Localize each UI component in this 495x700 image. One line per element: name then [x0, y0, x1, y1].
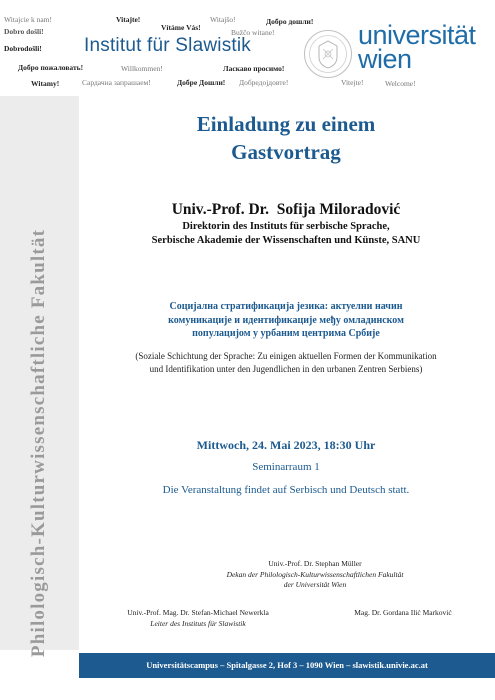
event-room: Seminarraum 1	[252, 461, 320, 473]
greeting: Vítáme Vás!	[161, 23, 201, 32]
greeting: Welcome!	[385, 79, 416, 88]
greeting: Добро дошли!	[266, 17, 314, 26]
greeting: Ласкаво просимо!	[223, 64, 285, 73]
event-language-note: Die Veranstaltung findet auf Serbisch und Deutsch statt.	[162, 484, 410, 496]
invitation-title	[88, 110, 484, 166]
affiliation-line-2: Serbische Akademie der Wissenschaften und Künste, SANU	[151, 235, 421, 246]
talk-title-german	[88, 350, 484, 376]
greeting: Witajšo!	[210, 15, 236, 24]
organizer-name: Mag. Dr. Gordana Ilić Marković	[354, 608, 452, 617]
invitation-title-line-1: Einladung zu einem	[196, 112, 376, 136]
greeting: Dobrodošli!	[4, 44, 42, 53]
head-name: Univ.-Prof. Mag. Dr. Stefan-Michael Newerkla	[127, 608, 269, 617]
talk-title-german-line-1: (Soziale Schichtung der Sprache: Zu einigen aktuellen Formen der Kommunikation	[135, 351, 437, 361]
dean-role-line-2: der Universität Wien	[283, 580, 347, 589]
invitation-title-line-2: Gastvortrag	[231, 140, 341, 164]
greeting: Vitajte!	[116, 15, 141, 24]
greeting: Добро пожаловать!	[18, 63, 84, 72]
signatory-institute-head	[88, 608, 308, 629]
signatory-organizer	[318, 608, 488, 619]
speaker-affiliation	[88, 220, 484, 248]
faculty-name: Philologisch-Kulturwissenschaftliche Fakultät	[28, 228, 49, 658]
signatory-dean	[170, 559, 460, 591]
greeting: Добредојдовте!	[239, 78, 289, 87]
university-logo	[358, 22, 490, 78]
talk-title-serbian-line-3: популацијом у урбаним центрима Србије	[192, 328, 380, 339]
event-datetime: Mittwoch, 24. Mai 2023, 18:30 Uhr	[196, 438, 376, 452]
talk-title-serbian-line-1: Социјална стратификација језика: актуелни начин	[169, 301, 403, 312]
header	[0, 0, 495, 96]
head-role: Leiter des Instituts für Slawistik	[150, 618, 246, 628]
faculty-sideband	[0, 96, 79, 658]
greeting: Dobro došli!	[4, 27, 44, 36]
dean-name: Univ.-Prof. Dr. Stephan Müller	[268, 559, 362, 568]
greeting: Bužčo witane!	[231, 28, 275, 37]
talk-title-serbian	[88, 300, 484, 341]
greeting: Сардачна запрашаем!	[82, 78, 151, 87]
affiliation-line-1: Direktorin des Instituts für serbische Sprache,	[182, 221, 390, 232]
logo-line-1: universität	[358, 20, 476, 50]
greeting: Witamy!	[31, 79, 60, 88]
greeting: Vitejte!	[341, 78, 364, 87]
talk-title-german-line-2: und Identifikation unter den Jugendlichen in den urbanen Zentren Serbiens)	[149, 364, 423, 374]
university-seal-icon	[303, 29, 353, 79]
footer-address-bar: Universitätscampus – Spitalgasse 2, Hof 3 – 1090 Wien – slawistik.univie.ac.at	[79, 653, 495, 678]
institute-title: Institut für Slawistik	[84, 35, 252, 56]
talk-title-serbian-line-2: комуникације и идентификације међу омладинском	[168, 314, 404, 326]
dean-role-line-1: Dekan der Philologisch-Kulturwissenschaftlichen Fakultät	[226, 569, 404, 579]
greeting: Добре Дошли!	[177, 78, 226, 87]
greeting: Witajcie k nam!	[4, 15, 53, 24]
greeting: Willkommen!	[121, 64, 163, 73]
logo-line-2: wien	[358, 44, 412, 74]
speaker-name: Univ.-Prof. Dr. Sofija Miloradović	[171, 201, 401, 218]
